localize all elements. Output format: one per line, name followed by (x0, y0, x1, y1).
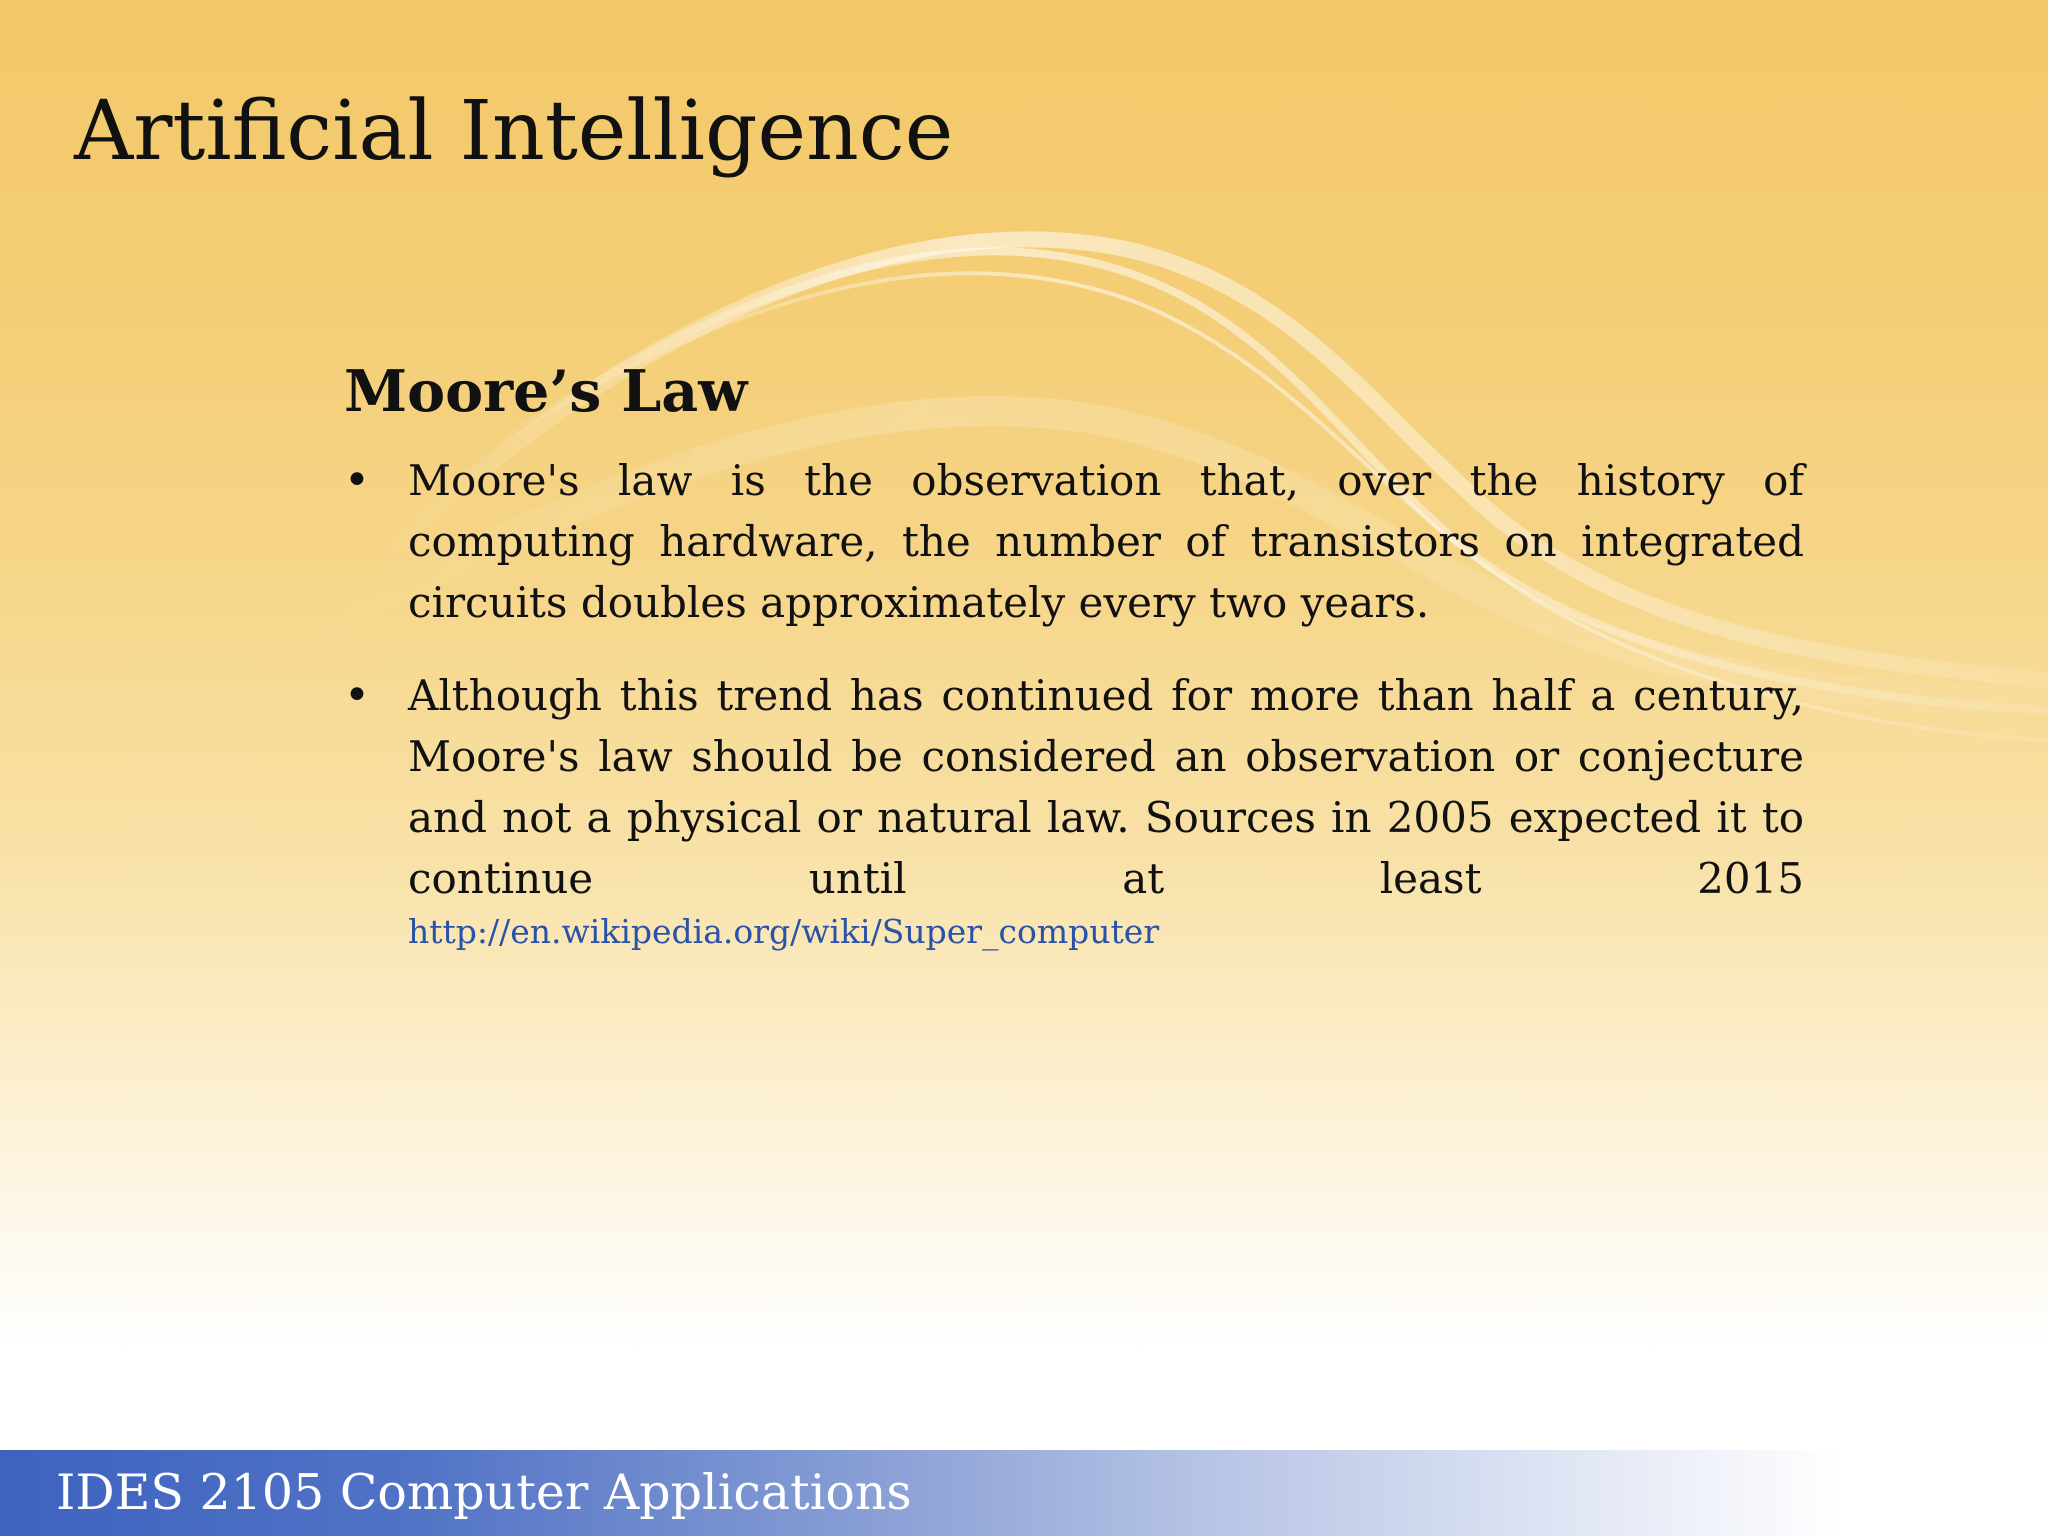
bullet-icon: • (344, 670, 370, 721)
footer-course-title: IDES 2105 Computer Applications (56, 1464, 912, 1521)
slide-content (344, 352, 1804, 987)
footer-bar (0, 1450, 2048, 1536)
bullet-icon: • (344, 455, 370, 506)
source-link[interactable]: http://en.wikipedia.org/wiki/Super_computer (408, 912, 1160, 951)
bullet-text: Although this trend has continued for more than half a century, Moore's law should be considered an observation or conjecture and not a physical or natural law. Sources in 2005 expected it to continue until at least 2015 (408, 671, 1804, 903)
section-heading: Moore’s Law (344, 358, 748, 425)
list-item (344, 665, 1804, 955)
bullet-list (344, 450, 1804, 955)
slide-title: Artificial Intelligence (74, 84, 954, 179)
bullet-text: Moore's law is the observation that, over the history of computing hardware, the number of transistors on integrated circuits doubles approximately every two years. (408, 456, 1804, 627)
list-item (344, 450, 1804, 633)
